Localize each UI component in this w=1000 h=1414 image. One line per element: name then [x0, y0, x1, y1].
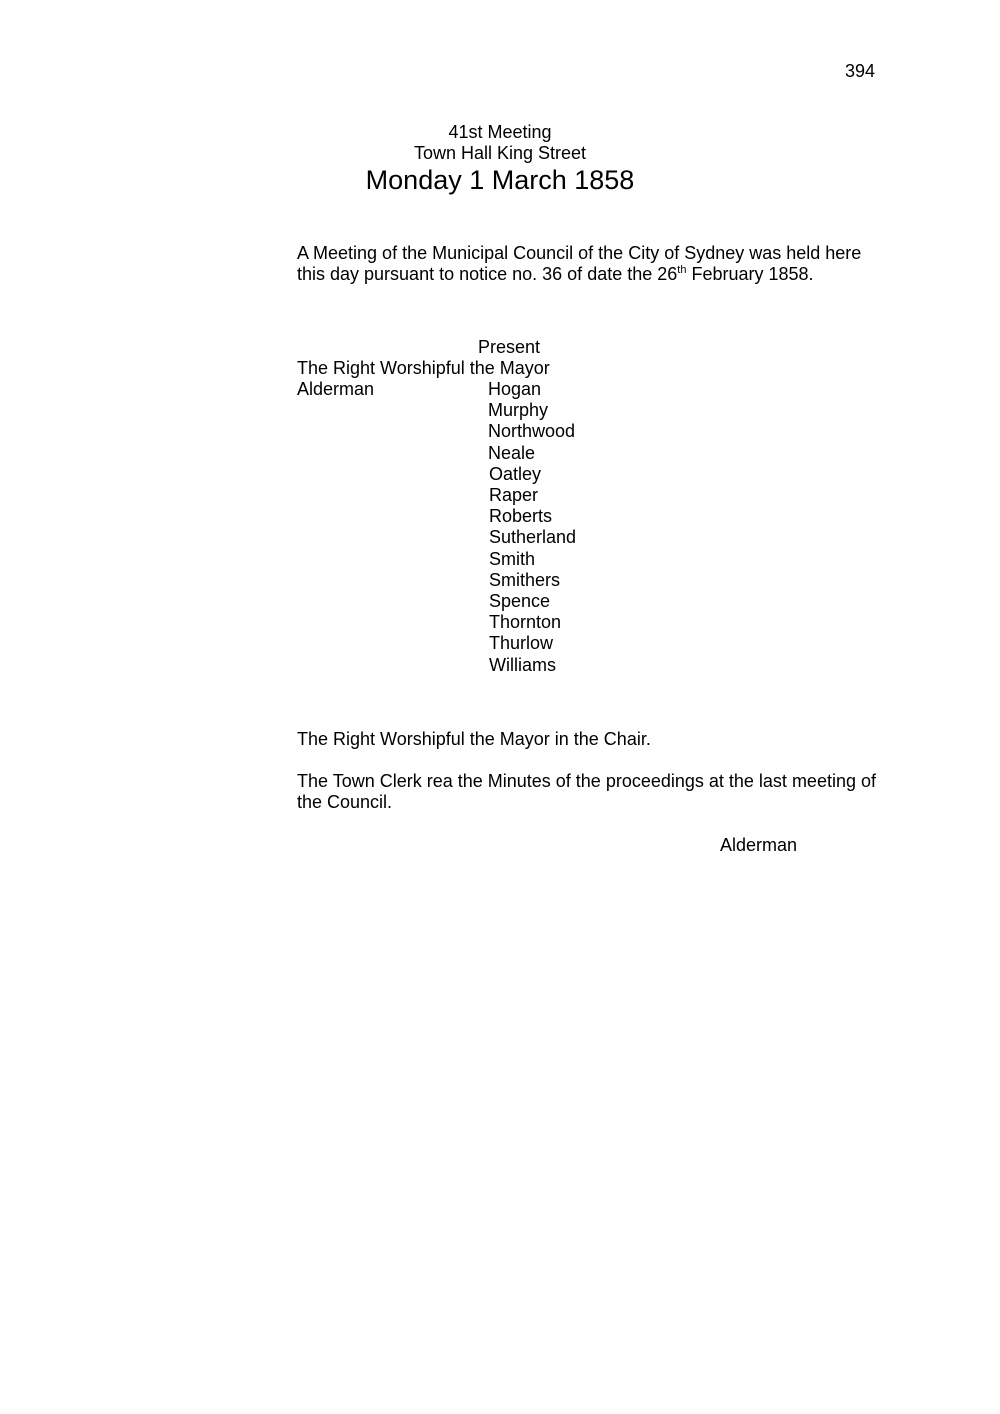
present-heading: Present — [478, 337, 541, 357]
signature-label: Alderman — [720, 835, 798, 855]
alderman-name: Spence — [489, 591, 551, 612]
alderman-name: Sutherland — [489, 527, 577, 548]
aldermen-list — [488, 379, 576, 676]
alderman-name: Thurlow — [489, 633, 554, 654]
minutes-line-2: the Council. — [297, 792, 393, 812]
ordinal-suffix: th — [677, 264, 687, 276]
minutes-line-1: The Town Clerk rea the Minutes of the proceedings at the last meeting of — [297, 771, 876, 791]
meeting-number: 41st Meeting — [448, 122, 552, 142]
intro-line-2 — [297, 264, 814, 285]
intro-line-1: A Meeting of the Municipal Council of the City of Sydney was held here — [297, 243, 862, 263]
chair-line: The Right Worshipful the Mayor in the Chair. — [297, 729, 651, 749]
alderman-name: Northwood — [488, 421, 576, 442]
alderman-name: Smithers — [489, 569, 561, 590]
meeting-location: Town Hall King Street — [413, 143, 587, 163]
intro-line-2-tail: February 1858. — [686, 264, 814, 284]
alderman-name: Murphy — [488, 400, 549, 421]
meeting-date: Monday 1 March 1858 — [365, 165, 635, 195]
alderman-name: Roberts — [489, 506, 553, 527]
alderman-name: Williams — [489, 654, 556, 675]
alderman-name: Thornton — [489, 612, 562, 633]
mayor-line: The Right Worshipful the Mayor — [297, 358, 550, 378]
alderman-name: Smith — [489, 548, 536, 569]
intro-line-2-text: this day pursuant to notice no. 36 of date the 26 — [297, 264, 678, 284]
alderman-label: Alderman — [297, 379, 375, 399]
alderman-name: Neale — [488, 442, 536, 463]
page-number: 394 — [845, 61, 876, 81]
alderman-name: Oatley — [489, 463, 542, 484]
alderman-name: Hogan — [488, 379, 542, 399]
alderman-name: Raper — [489, 485, 539, 506]
